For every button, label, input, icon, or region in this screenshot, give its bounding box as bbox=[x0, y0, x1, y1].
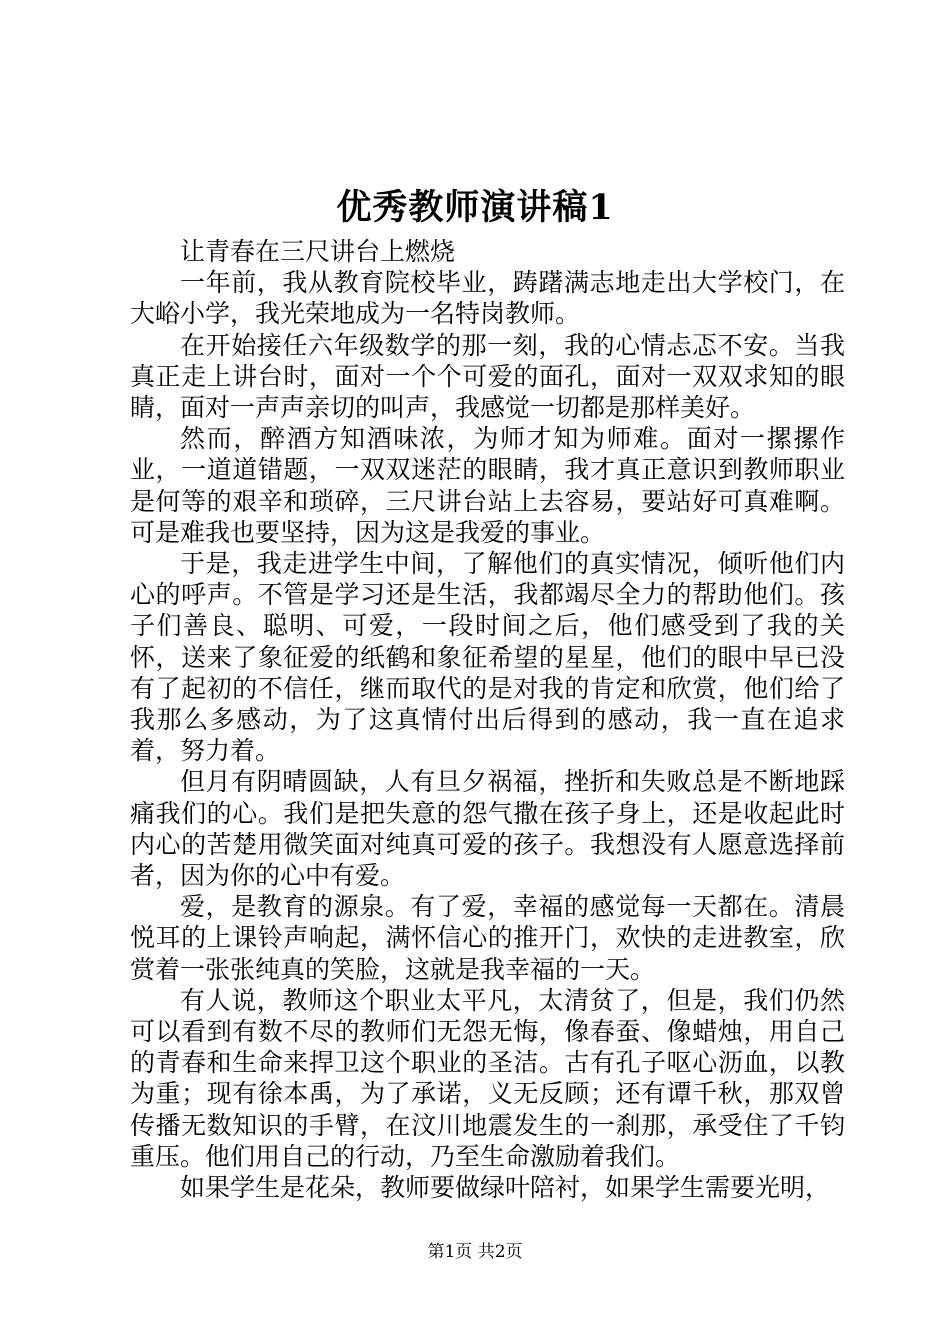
document-body bbox=[130, 236, 845, 1203]
subtitle-paragraph: 让青春在三尺讲台上燃烧 bbox=[180, 237, 456, 266]
paragraph: 如果学生是花朵，教师要做绿叶陪衬，如果学生需要光明， bbox=[180, 1173, 831, 1203]
paragraph: 爱，是教育的源泉。有了爱，幸福的感觉每一天都在。清晨悦耳的上课铃声响起，满怀信心的推开门，欢快的走进教室，欣赏着一张张纯真的笑脸，这就是我幸福的一天。 bbox=[130, 892, 845, 984]
page-footer: 第1页 共2页 bbox=[427, 1242, 523, 1262]
paragraph: 一年前，我从教育院校毕业，踌躇满志地走出大学校门，在大峪小学，我光荣地成为一名特岗教师。 bbox=[130, 268, 845, 329]
paragraph: 但月有阴晴圆缺，人有旦夕祸福，挫折和失败总是不断地踩痛我们的心。我们是把失意的怨气撒在孩子身上，还是收起此时内心的苦楚用微笑面对纯真可爱的孩子。我想没有人愿意选择前者，因为你的心中有爱。 bbox=[130, 767, 845, 891]
document-title: 优秀教师演讲稿1 bbox=[336, 187, 614, 228]
paragraph: 于是，我走进学生中间，了解他们的真实情况，倾听他们内心的呼声。不管是学习还是生活，我都竭尽全力的帮助他们。孩子们善良、聪明、可爱，一段时间之后，他们感受到了我的关怀，送来了象征爱的纸鹤和象征希望的星星，他们的眼中早已没有了起初的不信任，继而取代的是对我的肯定和欣赏，他们给了我那么多感动，为了这真情付出后得到的感动，我一直在追求着，努力着。 bbox=[130, 549, 845, 766]
paragraph: 在开始接任六年级数学的那一刻，我的心情忐忑不安。当我真正走上讲台时，面对一个个可爱的面孔，面对一双双求知的眼睛，面对一声声亲切的叫声，我感觉一切都是那样美好。 bbox=[130, 330, 845, 423]
paragraph: 有人说，教师这个职业太平凡，太清贫了，但是，我们仍然可以看到有数不尽的教师们无怨无悔，像春蚕、像蜡烛，用自己的青春和生命来捍卫这个职业的圣洁。古有孔子呕心沥血，以教为重；现有徐本禹，为了承诺，义无反顾；还有谭千秋，那双曾传播无数知识的手臂，在汶川地震发生的一刹那，承受住了千钧重压。他们用自己的行动，乃至生命激励着我们。 bbox=[130, 985, 845, 1171]
paragraph: 然而，醉酒方知酒味浓，为师才知为师难。面对一摞摞作业，一道道错题，一双双迷茫的眼睛，我才真正意识到教师职业是何等的艰辛和琐碎，三尺讲台站上去容易，要站好可真难啊。可是难我也要坚持，因为这是我爱的事业。 bbox=[130, 424, 845, 547]
